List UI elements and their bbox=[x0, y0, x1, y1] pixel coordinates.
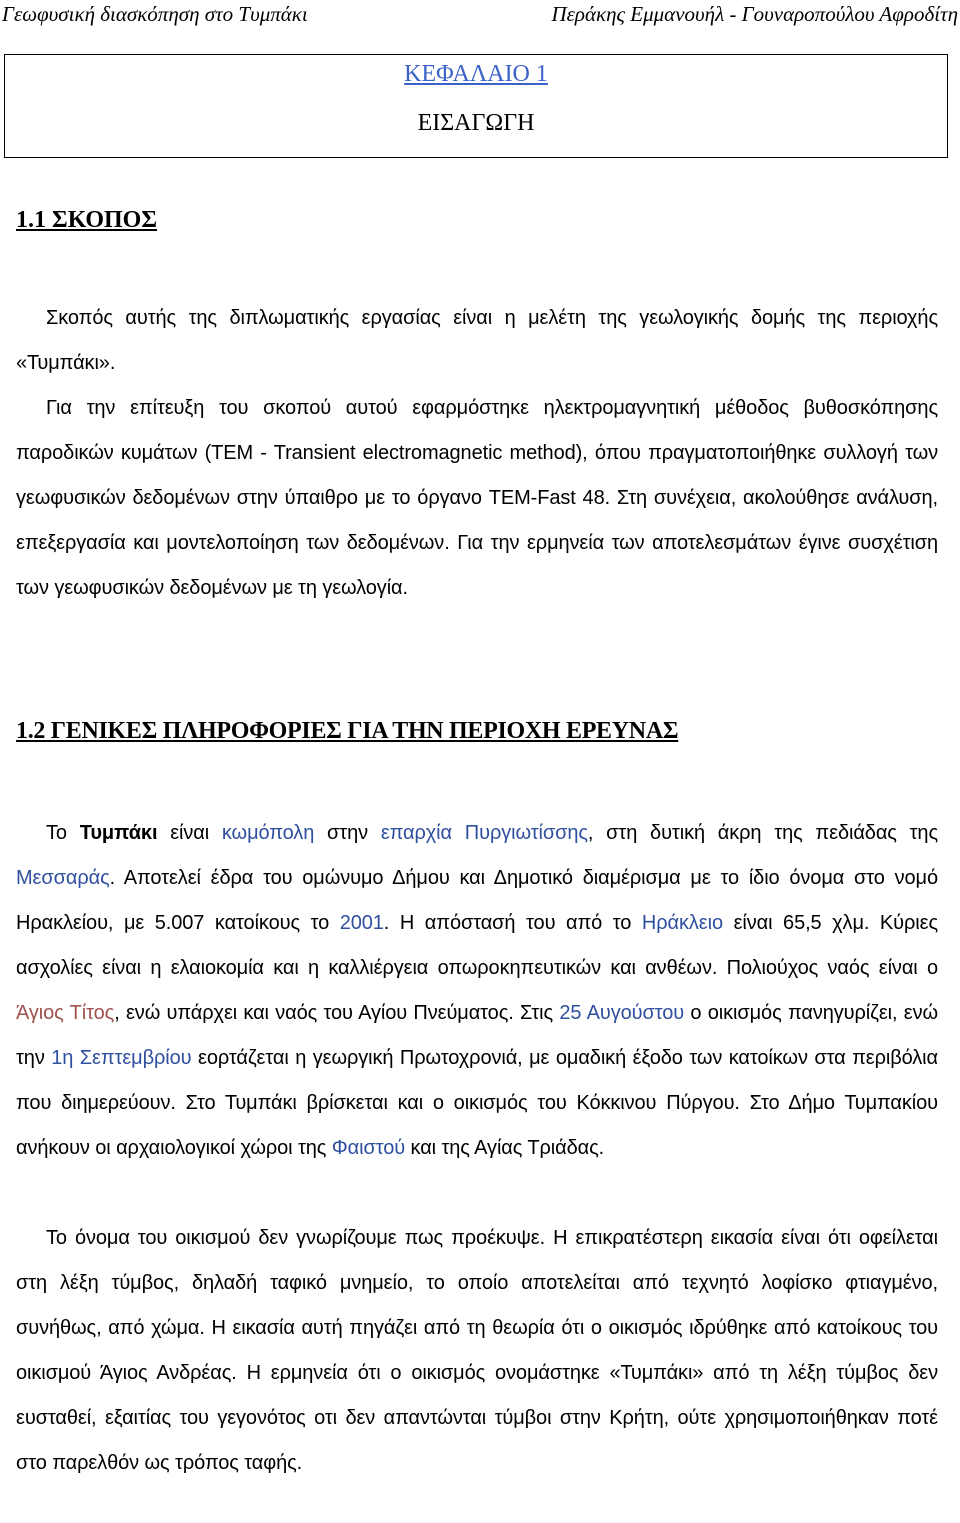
header-authors: Περάκης Εμμανουήλ - Γουναροπούλου Αφροδίτη bbox=[551, 2, 958, 26]
paragraph-area-info bbox=[16, 811, 938, 1171]
text-run: . Αποτελεί έδρα του ομώνυμο Δήμου και Δημοτικό διαμέρισμα με το ίδιο όνομα στο νομό Ηρακλείου, με 5.007 κατοίκους το bbox=[16, 867, 938, 934]
text-run: , ενώ υπάρχει και ναός του Αγίου Πνεύματος. Στις bbox=[114, 1002, 560, 1024]
link-kwmopoli[interactable]: κωμόπολη bbox=[221, 822, 315, 844]
text-run: ο οικισμός πανηγυρίζει, ενώ την bbox=[16, 1002, 938, 1069]
link-2001[interactable]: 2001 bbox=[339, 912, 384, 934]
link-heraklio[interactable]: Ηράκλειο bbox=[641, 912, 723, 934]
section-heading-skopos: 1.1 ΣΚΟΠΟΣ bbox=[16, 207, 158, 233]
text-run: εορτάζεται η γεωργική Πρωτοχρονιά, με ομαδική έξοδο των κατοίκων στα περιβόλια που διημερεύουν. Στο Τυμπάκι βρίσκεται και ο οικισμός του Κόκκινου Πύργου. Στο Δήμο Τυμπακίου ανήκουν οι αρχαιολογικοί χώροι της bbox=[16, 1047, 938, 1159]
text-run: είναι bbox=[157, 822, 222, 844]
paragraph-name-origin: Το όνομα του οικισμού δεν γνωρίζουμε πως προέκυψε. Η επικρατέστερη εικασία είναι ότι οφείλεται στη λέξη τύμβος, δηλαδή ταφικό μνημείο, το οποίο αποτελείται από τεχνητό λοφίσκο φτιαγμένο, συνήθως, από χώμα. Η εικασία αυτή πηγάζει από τη θεωρία ότι ο οικισμός ιδρύθηκε από κατοίκους του οικισμού Άγιος Ανδρέας. Η ερμηνεία ότι ο οικισμός ονομάστηκε «Τυμπάκι» από τη λέξη τύμβος δεν ευσταθεί, εξαιτίας του γεγονότος οτι δεν απαντώνται τύμβοι στην Κρήτη, ούτε χρησιμοποιήθηκαν ποτέ στο παρελθόν ως τρόπος ταφής. bbox=[16, 1227, 938, 1474]
text-run: είναι 65,5 χλμ. Κύριες ασχολίες είναι η ελαιοκομία και η καλλιέργεια οπωροκηπευτικών και ανθέων. Πολιούχος ναός είναι ο bbox=[16, 912, 938, 979]
text-run: Το bbox=[46, 822, 80, 844]
section-heading-general-info: 1.2 ΓΕΝΙΚΕΣ ΠΛΗΡΟΦΟΡΙΕΣ ΓΙΑ ΤΗΝ ΠΕΡΙΟΧΗ ΕΡΕΥΝΑΣ bbox=[16, 718, 679, 744]
chapter-title-box bbox=[4, 54, 948, 158]
link-eparxia[interactable]: επαρχία Πυργιωτίσσης bbox=[380, 822, 588, 844]
town-name-bold: Τυμπάκι bbox=[79, 822, 158, 844]
chapter-title: ΕΙΣΑΓΩΓΗ bbox=[417, 110, 535, 136]
text-run: στην bbox=[314, 822, 381, 844]
link-agios-titos[interactable]: Άγιος Τίτος bbox=[16, 1002, 115, 1024]
chapter-number-link[interactable]: ΚΕΦΑΛΑΙΟ 1 bbox=[404, 61, 548, 87]
paragraph-purpose: Σκοπός αυτής της διπλωματικής εργασίας είναι η μελέτη της γεωλογικής δομής της περιοχής «Τυμπάκι». bbox=[16, 307, 938, 374]
paragraph-method: Για την επίτευξη του σκοπού αυτού εφαρμόστηκε ηλεκτρομαγνητική μέθοδος βυθοσκόπησης παροδικών κυμάτων (TEM - Transient electromagnetic method), όπου πραγματοποιήθηκε συλλογή των γεωφυσικών δεδομένων στην ύπαιθρο με το όργανο TEM-Fast 48. Στη συνέχεια, ακολούθησε ανάλυση, επεξεργασία και μοντελοποίηση των δεδομένων. Για την ερμηνεία των αποτελεσμάτων έγινε συσχέτιση των γεωφυσικών δεδομένων με τη γεωλογία. bbox=[16, 397, 938, 599]
link-messara[interactable]: Μεσσαράς bbox=[16, 867, 110, 889]
text-run: , στη δυτική άκρη της πεδιάδας της bbox=[587, 822, 938, 844]
link-1-september[interactable]: 1η Σεπτεμβρίου bbox=[51, 1047, 192, 1069]
text-run: . Η απόστασή του από το bbox=[383, 912, 642, 934]
text-run: και της Αγίας Τριάδας. bbox=[405, 1137, 605, 1159]
link-25-august[interactable]: 25 Αυγούστου bbox=[559, 1002, 685, 1024]
running-header bbox=[0, 2, 960, 32]
header-title: Γεωφυσική διασκόπηση στο Τυμπάκι bbox=[2, 2, 308, 26]
link-faistos[interactable]: Φαιστού bbox=[331, 1137, 406, 1159]
